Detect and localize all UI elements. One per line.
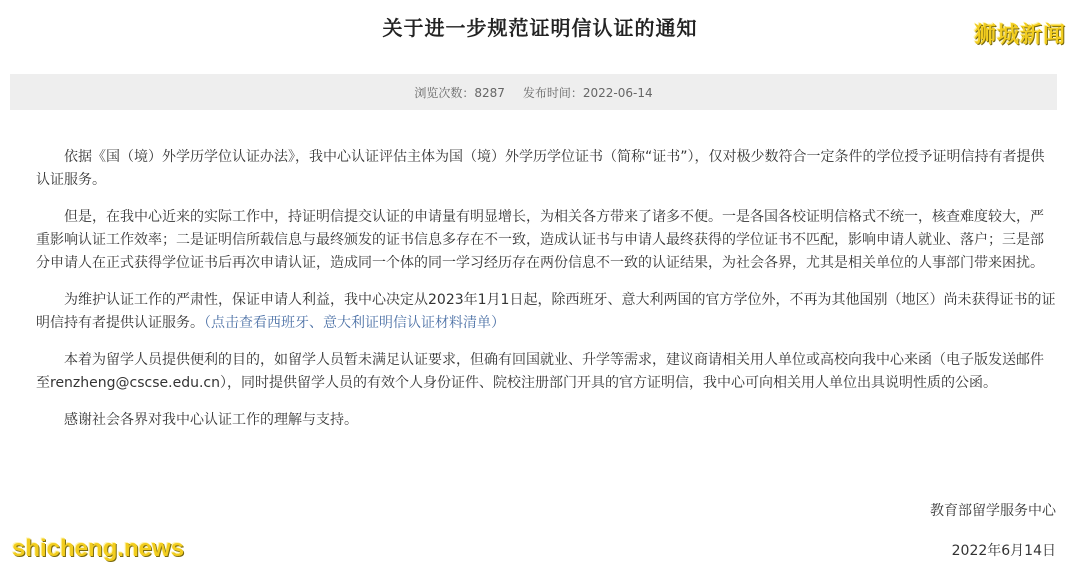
- paragraph-5: 感谢社会各界对我中心认证工作的理解与支持。: [64, 412, 358, 428]
- paragraph-4: 本着为留学人员提供便利的目的，如留学人员暂未满足认证要求，但确有回国就业、升学等需求，建议商请相关用人单位或高校向我中心来函（电子版发送邮件至renzheng@cscse.edu.cn），同时提供留学人员的有效个人身份证件、院校注册部门开具的官方证明信，我中心可向相关用人单位出具说明性质的公函。: [36, 352, 1044, 391]
- signature-date: 2022年6月14日: [951, 543, 1056, 559]
- notice-title: 关于进一步规范证明信认证的通知: [382, 16, 698, 40]
- paragraph-1: 依据《国（境）外学历学位认证办法》，我中心认证评估主体为国（境）外学历学位证书（简称“证书”），仅对极少数符合一定条件的学位授予证明信持有者提供认证服务。: [36, 149, 1045, 188]
- publish-date: 发布时间：2022-06-14: [522, 85, 653, 100]
- paragraph-3-text: 为维护认证工作的严肃性，保证申请人利益，我中心决定从2023年1月1日起，除西班牙、意大利两国的官方学位外，不再为其他国别（地区）尚未获得证书的证明信持有者提供认证服务。: [36, 292, 1056, 331]
- watermark-logo-top: 狮城新闻: [973, 23, 1066, 48]
- paragraph-2: 但是，在我中心近来的实际工作中，持证明信提交认证的申请量有明显增长，为相关各方带来了诸多不便。一是各国各校证明信格式不统一，核查难度较大，严重影响认证工作效率；二是证明信所载信息与最终颁发的证书信息多存在不一致，造成认证书与申请人最终获得的学位证书不匹配，影响申请人就业、落户；三是部分申请人在正式获得学位证书后再次申请认证，造成同一个体的同一学习经历存在两份信息不一致的认证结果，为社会各界，尤其是相关单位的人事部门带来困扰。: [36, 209, 1044, 271]
- material-list-link[interactable]: （点击查看西班牙、意大利证明信认证材料清单）: [204, 315, 505, 331]
- paragraph-3: [36, 289, 1056, 335]
- signature: 教育部留学服务中心: [930, 503, 1056, 519]
- meta-bar: [10, 74, 1057, 110]
- view-count: 浏览次数：8287: [414, 85, 505, 100]
- notice-body: [36, 146, 1056, 446]
- watermark-logo-bottom: shicheng.news: [12, 535, 185, 562]
